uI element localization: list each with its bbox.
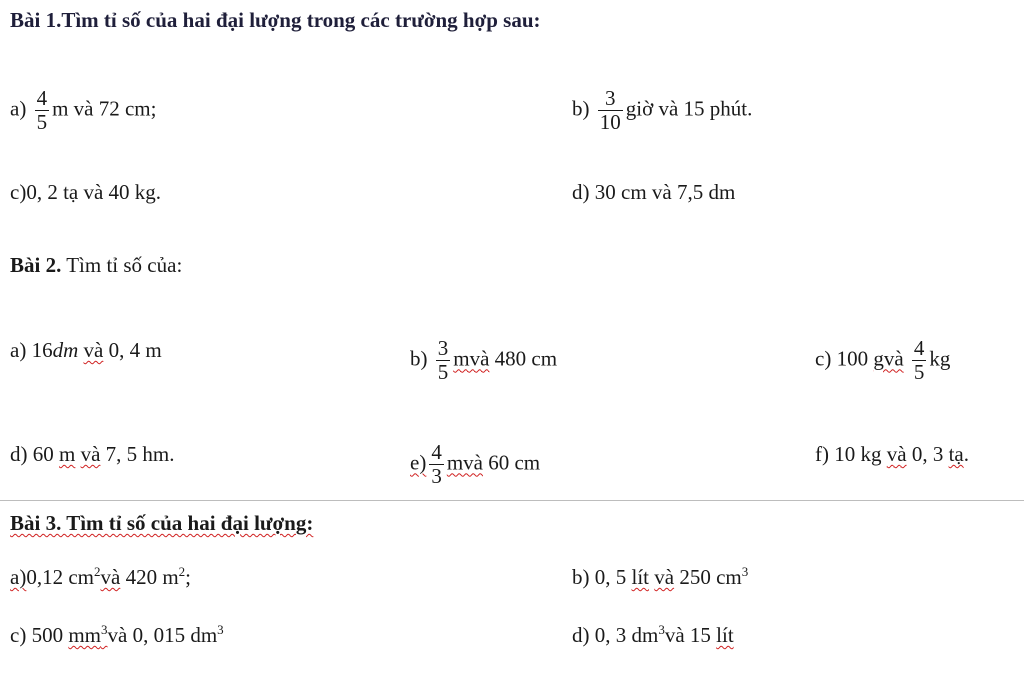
spellcheck-word (68, 623, 107, 647)
item-text: 480 cm (489, 346, 558, 371)
spellcheck-word: mvà (446, 450, 483, 475)
item-text: 0, 3 (906, 442, 949, 466)
exercise-3-item-b (572, 565, 748, 589)
item-text: a) 16 (10, 338, 53, 362)
unit-text: mm (68, 623, 101, 647)
spellcheck-word: m (59, 442, 76, 466)
exercise-1-title: Bài 1.Tìm tỉ số của hai đại lượng trong các trường hợp sau: (10, 8, 541, 32)
spellcheck-word: tạ (948, 442, 964, 466)
item-text: f) 10 kg (815, 442, 887, 466)
item-text: ; (185, 565, 191, 589)
fraction (436, 338, 451, 383)
item-label: e) (410, 450, 427, 475)
spellcheck-word: và (886, 442, 907, 466)
fraction-numerator: 4 (431, 440, 442, 464)
fraction (598, 88, 623, 133)
item-text: d) 60 (10, 442, 59, 466)
item-text: 0,12 cm (26, 565, 94, 589)
exercise-2-item-a (10, 338, 162, 362)
exercise-3-item-c (10, 623, 224, 647)
item-label: a) (10, 96, 27, 121)
exercise-2-item-b (410, 338, 557, 383)
fraction-numerator: 3 (437, 336, 449, 360)
exercise-2-item-d (10, 442, 175, 466)
spellcheck-word: mvà (453, 346, 490, 371)
item-text: 7, 5 hm. (100, 442, 175, 466)
exercise-3-item-d (572, 623, 734, 647)
item-text: b) 0, 5 (572, 565, 632, 589)
exercise-2-title (10, 253, 182, 277)
exercise-3-title: Bài 3. Tìm tỉ số của hai đại lượng: (10, 511, 314, 535)
exercise-3-item-a (10, 565, 191, 589)
item-text: c) 100 (815, 346, 874, 371)
exercise-1-item-d: d) 30 cm và 7,5 dm (572, 180, 736, 204)
section-divider (0, 500, 1024, 501)
item-text: giờ và 15 phút. (625, 96, 753, 121)
spellcheck-word: và (80, 442, 101, 466)
fraction (429, 442, 444, 487)
spellcheck-word: và (83, 338, 104, 362)
item-text: 0, 4 m (103, 338, 162, 362)
fraction-numerator: 4 (36, 86, 48, 110)
exponent: 3 (741, 564, 749, 579)
spellcheck-word: lít (631, 565, 650, 589)
exponent: 3 (101, 622, 108, 637)
exercise-2-number: Bài 2. (10, 253, 62, 277)
item-label: a) (10, 565, 27, 589)
spellcheck-word: và (100, 565, 121, 589)
exercise-1-item-b (572, 88, 752, 133)
spellcheck-word: và (654, 565, 675, 589)
item-text: và (107, 623, 128, 647)
fraction-denominator: 5 (36, 110, 48, 134)
exercise-2-item-c (815, 338, 950, 383)
item-text: . (963, 442, 969, 466)
fraction-denominator: 5 (437, 360, 449, 384)
exponent: 2 (93, 564, 101, 579)
item-text: và 15 (664, 623, 717, 647)
exponent: 3 (217, 622, 224, 637)
item-text: 250 cm (674, 565, 742, 589)
spellcheck-word: gvà (873, 346, 904, 371)
fraction (912, 338, 927, 383)
fraction-denominator: 3 (431, 464, 442, 488)
fraction-denominator: 5 (913, 360, 925, 384)
item-label: b) (572, 96, 590, 121)
exercise-2-instruction: Tìm tỉ số của: (61, 253, 183, 277)
item-text: d) 0, 3 dm (572, 623, 659, 647)
exercise-2-item-f (815, 442, 969, 466)
item-text: 0, 015 dm (127, 623, 218, 647)
item-text: kg (929, 346, 951, 371)
exercise-2-item-e (410, 442, 540, 487)
fraction-numerator: 4 (913, 336, 925, 360)
exercise-1-item-c: c)0, 2 tạ và 40 kg. (10, 180, 162, 204)
exponent: 3 (658, 622, 665, 637)
item-text: 420 m (120, 565, 179, 589)
exponent: 2 (178, 564, 186, 579)
item-label: b) (410, 346, 428, 371)
fraction (35, 88, 50, 133)
item-text: c) 500 (10, 623, 69, 647)
unit-text: dm (52, 338, 79, 362)
spellcheck-word: lít (716, 623, 734, 647)
exercise-1-item-a (10, 88, 156, 133)
item-text: 60 cm (482, 450, 541, 475)
item-text: m và 72 cm; (52, 96, 157, 121)
fraction-numerator: 3 (605, 86, 616, 110)
fraction-denominator: 10 (599, 110, 621, 134)
